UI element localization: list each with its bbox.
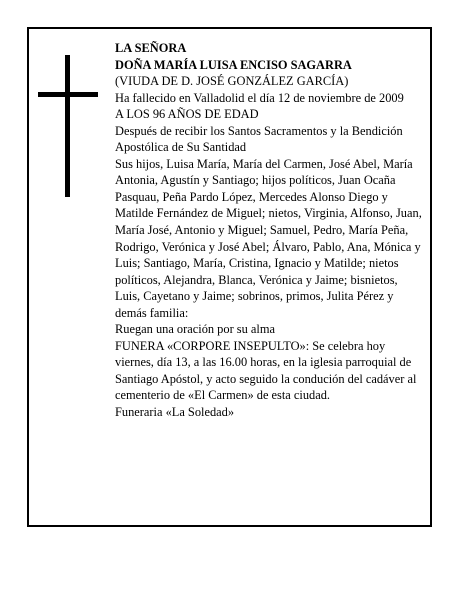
- cross-icon: [38, 55, 98, 197]
- age-statement: A LOS 96 AÑOS DE EDAD: [115, 107, 259, 122]
- cross-horizontal-bar: [38, 92, 98, 97]
- title-la-senora: LA SEÑORA: [115, 41, 187, 55]
- deceased-name: DOÑA MARÍA LUISA ENCISO SAGARRA: [115, 57, 352, 72]
- family-list: Sus hijos, Luisa María, María del Carmen, José Abel, María Antonia, Agustín y Santiago; hijos políticos, Juan Ocaña Pasquau, Peña Pardo López, Mercedes Alonso Diego y Matilde Fernández de Miguel; nietos, Virginia, Alfonso, Juan, María José, Antonio y Miguel; Samuel, Pedro, María Peña, Rodrigo, Verónica y José Abel; Álvaro, Pablo, Ana, Mónica y Luis; Santiago, María, Cristina, Ignacio y Matilde; nietos políticos, Alejandra, Blanca, Verónica y Jaime; bisnietos, Luis, Cayetano y Jaime; sobrinos, primos, Julita Pérez y demás familia:: [115, 156, 422, 320]
- funeral-details: FUNERA «CORPORE INSEPULTO»: Se celebra hoy viernes, día 13, a las 16.00 horas, en la iglesia parroquial de Santiago Apóstol, y acto seguido la condución del cadáver al cementerio de «El Carmen» de esta ciudad.: [115, 338, 417, 403]
- prayer-request: Ruegan una oración por su alma: [115, 322, 275, 337]
- death-statement: Ha fallecido en Valladolid el día 12 de noviembre de 2009: [115, 90, 404, 105]
- funeral-home: Funeraria «La Soledad»: [115, 405, 235, 420]
- obituary-text: [115, 40, 423, 421]
- cross-vertical-bar: [65, 55, 70, 197]
- widow-of: (VIUDA DE D. JOSÉ GONZÁLEZ GARCÍA): [115, 74, 349, 89]
- sacraments-statement: Después de recibir los Santos Sacramentos y la Bendición Apostólica de Su Santidad: [115, 123, 403, 155]
